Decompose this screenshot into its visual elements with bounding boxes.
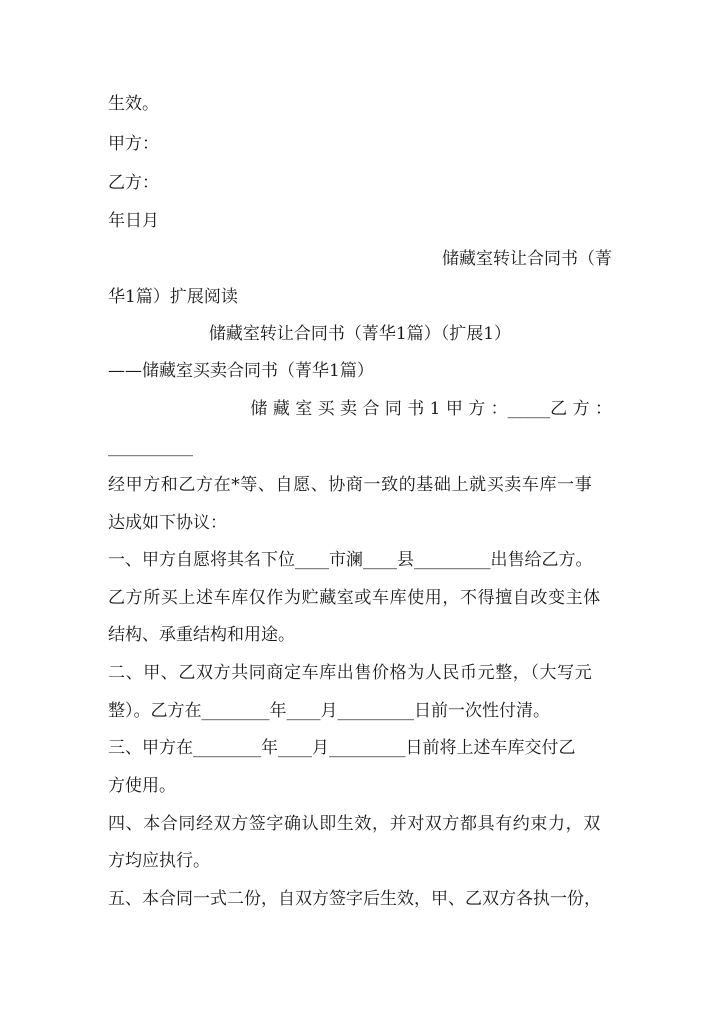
- section-title-part2: 华1篇）扩展阅读: [108, 287, 238, 307]
- clause-1-line: 乙方所买上述车库仅作为贮藏室或车库使用，不得擅自改变主体: [108, 588, 601, 608]
- clause-5-line: 五、本合同一式二份，自双方签字后生效，甲、乙双方各执一份，: [108, 889, 601, 909]
- blank-line: __________: [108, 437, 193, 457]
- clause-2-line: 二、甲、乙双方共同商定车库出售价格为人民币元整，（大写元: [108, 663, 593, 683]
- paragraph-line: 经甲方和乙方在*等、自愿、协商一致的基础上就买卖车库一事: [108, 475, 593, 495]
- date-line: 年日月: [108, 211, 159, 231]
- clause-3-line: 三、甲方在________年____月_________日前将上述车库交付乙: [108, 738, 576, 758]
- clause-3-line: 方使用。: [108, 776, 176, 796]
- extension-heading: 储藏室转让合同书（菁华1篇）（扩展1）: [208, 324, 512, 344]
- text-line: 生效。: [108, 94, 159, 114]
- contract-title-line: 储 藏 室 买 卖 合 同 书 1 甲 方 ：_____乙 方 ：: [250, 399, 612, 419]
- section-title-part1: 储藏室转让合同书（菁: [442, 249, 612, 269]
- clause-4-line: 四、本合同经双方签字确认即生效，并对双方都具有约束力，双: [108, 814, 601, 834]
- clause-4-line: 方均应执行。: [108, 851, 210, 871]
- clause-2-line: 整）。乙方在________年____月_________日前一次性付清。: [108, 701, 550, 721]
- clause-1-line: 结构、承重结构和用途。: [108, 625, 295, 645]
- extension-subheading: ——储藏室买卖合同书（菁华1篇）: [108, 361, 374, 381]
- party-b-label: 乙方：: [108, 173, 159, 193]
- clause-1-line: 一、甲方自愿将其名下位____市澜____县_________出售给乙方。: [108, 550, 593, 570]
- paragraph-line: 达成如下协议：: [108, 513, 227, 533]
- party-a-label: 甲方：: [108, 134, 159, 154]
